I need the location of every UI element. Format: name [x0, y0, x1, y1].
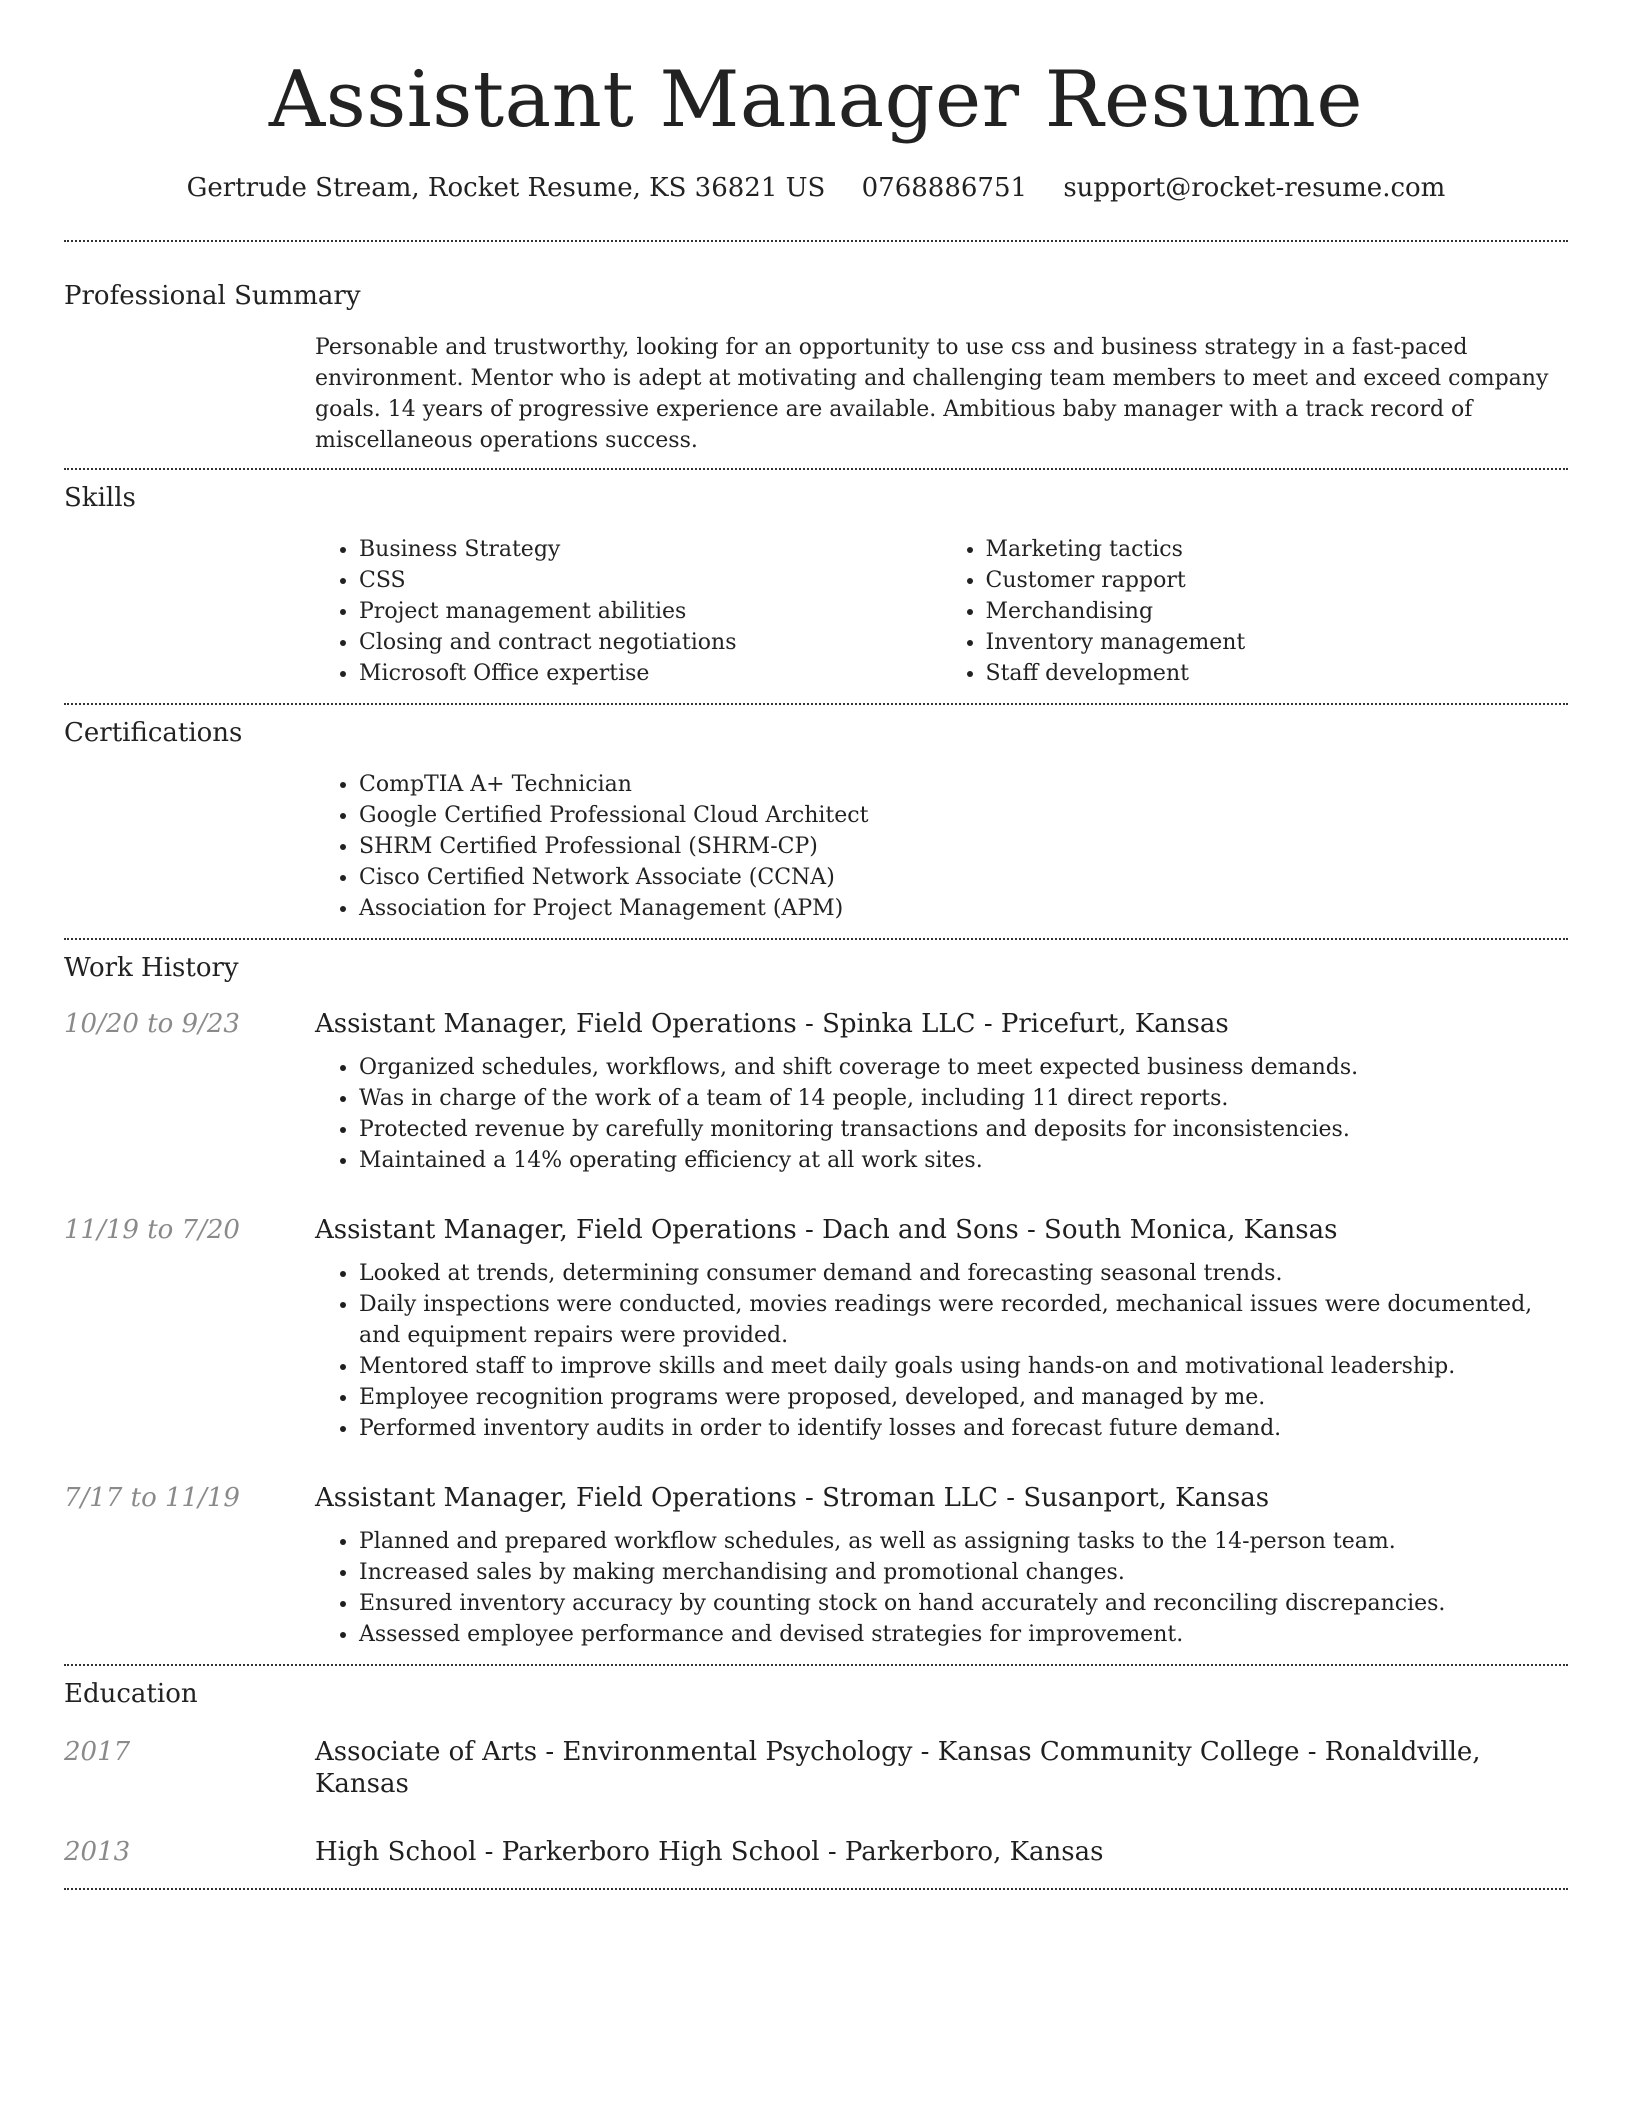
section-title-work: Work History: [64, 953, 239, 983]
education-year: 2017: [64, 1737, 131, 1767]
skill-item: • Staff development: [986, 658, 1569, 689]
skill-item: • Marketing tactics: [986, 534, 1569, 565]
job-bullets: [315, 1052, 1568, 1176]
resume-title: Assistant Manager Resume: [268, 55, 1364, 145]
skill-item: • Customer rapport: [986, 565, 1569, 596]
skills-columns: [315, 534, 1568, 703]
job-bullet: • Daily inspections were conducted, movies readings were recorded, mechanical issues were documented, and equipment repairs were provided.: [359, 1289, 1568, 1351]
job-bullet: • Performed inventory audits in order to identify losses and forecast future demand.: [359, 1413, 1568, 1444]
education-section: [64, 1666, 1568, 1888]
section-title-education: Education: [64, 1679, 198, 1709]
address: Gertrude Stream, Rocket Resume, KS 36821 US: [186, 173, 826, 203]
job-bullet: • Assessed employee performance and devised strategies for improvement.: [359, 1619, 1568, 1650]
certification-item: • Google Certified Professional Cloud Architect: [359, 800, 1568, 831]
job-bullet: • Looked at trends, determining consumer demand and forecasting seasonal trends.: [359, 1258, 1568, 1289]
job-bullet: • Mentored staff to improve skills and meet daily goals using hands-on and motivational leadership.: [359, 1351, 1568, 1382]
job-bullet: • Maintained a 14% operating efficiency at all work sites.: [359, 1145, 1568, 1176]
phone: 0768886751: [861, 173, 1028, 203]
skill-item: • Microsoft Office expertise: [359, 658, 942, 689]
job-bullet: • Ensured inventory accuracy by counting stock on hand accurately and reconciling discrepancies.: [359, 1588, 1568, 1619]
education-year: 2013: [64, 1837, 131, 1867]
certification-item: • Association for Project Management (APM): [359, 893, 1568, 924]
email: support@rocket-resume.com: [1063, 173, 1446, 203]
job-bullet: • Organized schedules, workflows, and shift coverage to meet expected business demands.: [359, 1052, 1568, 1083]
job-bullet: • Increased sales by making merchandising and promotional changes.: [359, 1557, 1568, 1588]
job-title: Assistant Manager, Field Operations - Dach and Sons - South Monica, Kansas: [315, 1215, 1338, 1245]
resume-page: [64, 0, 1568, 1890]
certifications-content: [315, 769, 1568, 938]
job-bullet: • Protected revenue by carefully monitoring transactions and deposits for inconsistencies.: [359, 1114, 1568, 1145]
job-entry: [64, 1008, 1568, 1176]
section-title-skills: Skills: [64, 483, 136, 513]
section-title-summary: Professional Summary: [64, 281, 361, 311]
job-dates: 10/20 to 9/23: [64, 1009, 240, 1039]
job-dates: 7/17 to 11/19: [64, 1483, 240, 1513]
job-bullets: [315, 1526, 1568, 1650]
job-bullet-list: [315, 1258, 1568, 1444]
certifications-list: [315, 769, 1568, 924]
contact-line: [64, 172, 1568, 204]
certification-item: • Cisco Certified Network Associate (CCNA): [359, 862, 1568, 893]
skill-item: • CSS: [359, 565, 942, 596]
summary-section: [64, 242, 1568, 468]
section-title-certifications: Certifications: [64, 718, 243, 748]
education-entry: [64, 1836, 1568, 1868]
skills-list-left: [315, 534, 942, 689]
job-dates: 11/19 to 7/20: [64, 1215, 240, 1245]
skill-item: • Business Strategy: [359, 534, 942, 565]
education-title: Associate of Arts - Environmental Psychology - Kansas Community College - Ronaldville, Kansas: [315, 1737, 1481, 1799]
job-bullets: [315, 1258, 1568, 1444]
certifications-section: [64, 705, 1568, 938]
job-bullet: • Planned and prepared workflow schedules, as well as assigning tasks to the 14-person team.: [359, 1526, 1568, 1557]
job-bullet-list: [315, 1052, 1568, 1176]
job-entry: [64, 1482, 1568, 1664]
skill-item: • Project management abilities: [359, 596, 942, 627]
divider: [64, 1888, 1568, 1890]
job-title: Assistant Manager, Field Operations - Spinka LLC - Pricefurt, Kansas: [315, 1009, 1229, 1039]
certification-item: • SHRM Certified Professional (SHRM-CP): [359, 831, 1568, 862]
job-title: Assistant Manager, Field Operations - Stroman LLC - Susanport, Kansas: [315, 1483, 1270, 1513]
education-title: High School - Parkerboro High School - Parkerboro, Kansas: [315, 1837, 1104, 1867]
certification-item: • CompTIA A+ Technician: [359, 769, 1568, 800]
job-header: [64, 1008, 1568, 1040]
work-section: [64, 940, 1568, 1664]
skills-section: [64, 470, 1568, 703]
summary-text: Personable and trustworthy, looking for an opportunity to use css and business strategy in a fast-paced environment. Mentor who is adept at motivating and challenging team members to meet and exceed company goals. 14 years of progressive experience are available. Ambitious baby manager with a track record of miscellaneous operations success.: [315, 335, 1549, 453]
job-bullet: • Was in charge of the work of a team of 14 people, including 11 direct reports.: [359, 1083, 1568, 1114]
skill-item: • Merchandising: [986, 596, 1569, 627]
education-entry: [64, 1736, 1568, 1800]
job-bullet-list: [315, 1526, 1568, 1650]
job-header: [64, 1214, 1568, 1246]
skills-list-right: [942, 534, 1569, 689]
skill-item: • Closing and contract negotiations: [359, 627, 942, 658]
job-header: [64, 1482, 1568, 1514]
skill-item: • Inventory management: [986, 627, 1569, 658]
job-bullet: • Employee recognition programs were proposed, developed, and managed by me.: [359, 1382, 1568, 1413]
job-entry: [64, 1214, 1568, 1444]
